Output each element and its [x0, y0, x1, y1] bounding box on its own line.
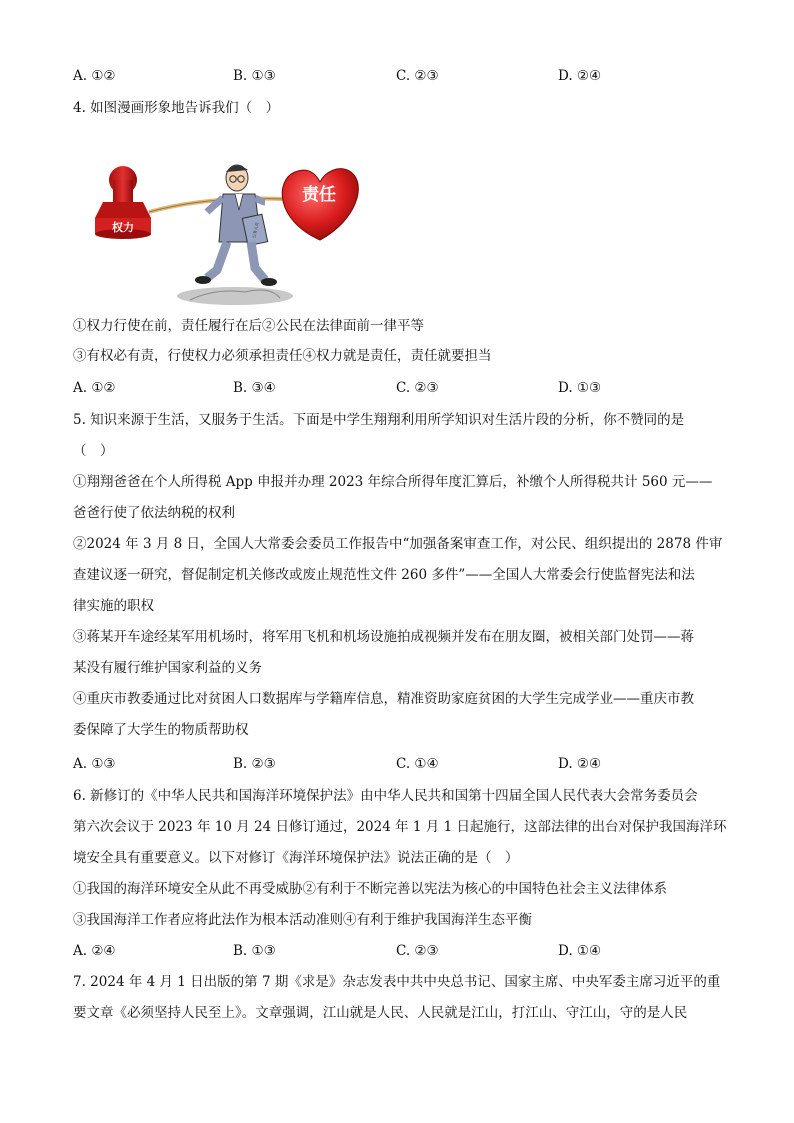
- q3-option-d: D. ②④: [558, 68, 602, 84]
- badge-label: 公务人员: [251, 221, 260, 239]
- power-stamp-icon: [95, 166, 151, 239]
- q4-option-d: D. ①③: [558, 380, 602, 396]
- q6-option-d: D. ①④: [558, 943, 602, 959]
- power-responsibility-cartoon: [95, 150, 360, 310]
- q3-option-c: C. ②③: [396, 68, 439, 84]
- q4-statement-1: ①权力行使在前，责任履行在后②公民在法律面前一律平等: [73, 318, 424, 334]
- q3-option-b: B. ①③: [233, 68, 276, 84]
- q6-stem-line-3: 境安全具有重要意义。以下对修订《海洋环境保护法》说法正确的是（ ）: [73, 850, 519, 866]
- q6-statement-2: ③我国海洋工作者应将此法作为根本活动准则④有利于维护我国海洋生态平衡: [73, 912, 532, 928]
- q5-statement-line-4: 查建议逐一研究，督促制定机关修改或废止规范性文件 260 多件”——全国人大常委会行使监督宪法和法: [73, 567, 695, 583]
- q6-option-c: C. ②③: [396, 943, 439, 959]
- q5-statement-line-2: 爸爸行使了依法纳税的权利: [73, 505, 235, 521]
- q3-option-a: A. ①②: [73, 68, 116, 84]
- q4-statement-2: ③有权必有责，行使权力必须承担责任④权力就是责任，责任就要担当: [73, 348, 492, 364]
- stamp-label: 权力: [112, 221, 134, 234]
- q5-option-a: A. ①③: [73, 756, 116, 772]
- q5-statement-line-7: 某没有履行维护国家利益的义务: [73, 660, 262, 676]
- q4-option-a: A. ①②: [73, 380, 116, 396]
- q5-statement-line-5: 律实施的职权: [73, 598, 154, 614]
- q5-option-b: B. ②③: [233, 756, 276, 772]
- q6-option-b: B. ①③: [233, 943, 276, 959]
- q7-stem-line-1: 7. 2024 年 4 月 1 日出版的第 7 期《求是》杂志发表中共中央总书记、国家主席、中央军委主席习近平的重: [73, 974, 721, 990]
- q6-stem-line-1: 6. 新修订的《中华人民共和国海洋环境保护法》由中华人民共和国第十四届全国人民代表大会常务委员会: [73, 788, 698, 804]
- q5-stem-line-2: （ ）: [73, 443, 114, 459]
- q4-cartoon-image: [95, 150, 360, 310]
- q5-stem-line-1: 5. 知识来源于生活，又服务于生活。下面是中学生翔翔利用所学知识对生活片段的分析，你不赞同的是: [73, 412, 685, 428]
- q5-statement-line-6: ③蒋某开车途经某军用机场时，将军用飞机和机场设施拍成视频并发布在朋友圈，被相关部门处罚——蒋: [73, 629, 694, 645]
- q6-statement-1: ①我国的海洋环境安全从此不再受威胁②有利于不断完善以宪法为核心的中国特色社会主义法律体系: [73, 881, 667, 897]
- q7-stem-line-2: 要文章《必须坚持人民至上》。文章强调，江山就是人民、人民就是江山，打江山、守江山，守的是人民: [73, 1005, 688, 1021]
- q5-statement-line-8: ④重庆市教委通过比对贫困人口数据库与学籍库信息，精准资助家庭贫困的大学生完成学业——重庆市教: [73, 691, 694, 707]
- official-figure-icon: [195, 165, 277, 286]
- q4-stem: 4. 如图漫画形象地告诉我们（ ）: [73, 100, 280, 116]
- heart-label: 责任: [302, 185, 336, 205]
- q5-option-c: C. ①④: [396, 756, 439, 772]
- q5-statement-line-3: ②2024 年 3 月 8 日，全国人大常委会委员工作报告中“加强备案审查工作，对公民、组织提出的 2878 件审: [73, 536, 723, 552]
- q5-statement-line-1: ①翔翔爸爸在个人所得税 App 申报并办理 2023 年综合所得年度汇算后，补缴个人所得税共计 560 元——: [73, 474, 713, 490]
- q6-stem-line-2: 第六次会议于 2023 年 10 月 24 日修订通过，2024 年 1 月 1 日起施行，这部法律的出台对保护我国海洋环: [73, 819, 727, 835]
- responsibility-heart-icon: [282, 169, 358, 240]
- q4-option-b: B. ③④: [233, 380, 276, 396]
- q5-statement-line-9: 委保障了大学生的物质帮助权: [73, 722, 249, 738]
- q5-option-d: D. ②④: [558, 756, 602, 772]
- q4-option-c: C. ②③: [396, 380, 439, 396]
- q6-option-a: A. ②④: [73, 943, 116, 959]
